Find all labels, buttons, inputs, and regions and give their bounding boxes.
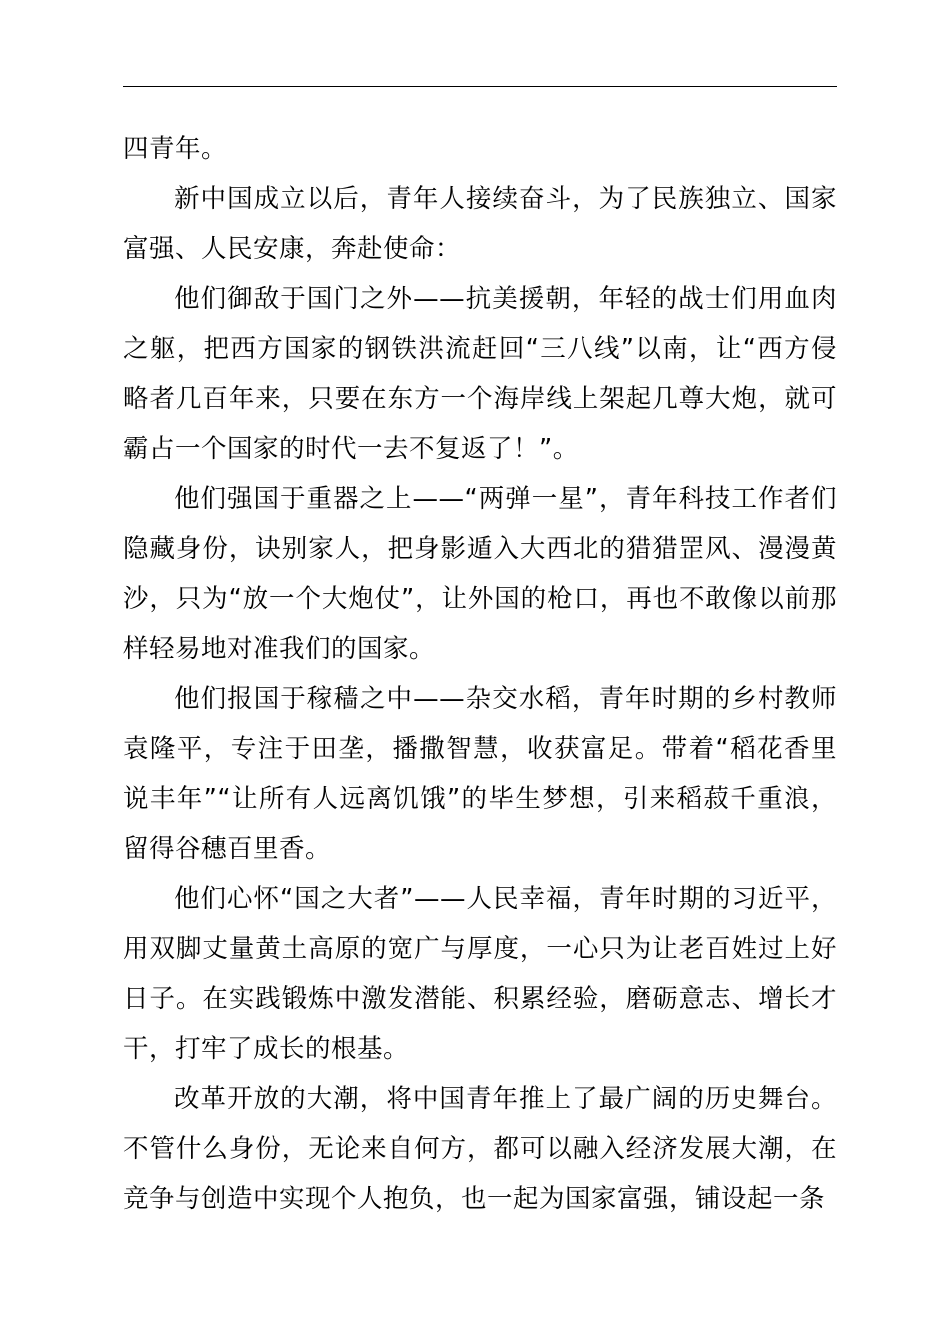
header-rule bbox=[123, 86, 837, 87]
paragraph: 改革开放的大潮，将中国青年推上了最广阔的历史舞台。不管什么身份，无论来自何方，都可以融入经济发展大潮，在竞争与创造中实现个人抱负，也一起为国家富强，铺设起一条 bbox=[123, 1084, 837, 1214]
document-body bbox=[123, 124, 837, 1224]
paragraph: 他们心怀“国之大者”——人民幸福，青年时期的习近平，用双脚丈量黄土高原的宽广与厚度，一心只为让老百姓过上好日子。在实践锻炼中激发潜能、积累经验，磨砺意志、增长才干，打牢了成长的根基。 bbox=[123, 884, 837, 1064]
paragraph: 新中国成立以后，青年人接续奋斗，为了民族独立、国家富强、人民安康，奔赴使命： bbox=[123, 184, 837, 264]
paragraph: 四青年。 bbox=[123, 134, 228, 164]
paragraph: 他们报国于稼穑之中——杂交水稻，青年时期的乡村教师袁隆平，专注于田垄，播撒智慧，收获富足。带着“稻花香里说丰年”“让所有人远离饥饿”的毕生梦想，引来稻菽千重浪，留得谷穗百里香。 bbox=[123, 684, 837, 864]
paragraph: 他们御敌于国门之外——抗美援朝，年轻的战士们用血肉之躯，把西方国家的钢铁洪流赶回“三八线”以南，让“西方侵略者几百年来，只要在东方一个海岸线上架起几尊大炮，就可霸占一个国家的时代一去不复返了！”。 bbox=[123, 284, 837, 464]
paragraph: 他们强国于重器之上——“两弹一星”，青年科技工作者们隐藏身份，诀别家人，把身影遁入大西北的猎猎罡风、漫漫黄沙，只为“放一个大炮仗”，让外国的枪口，再也不敢像以前那样轻易地对准我们的国家。 bbox=[123, 484, 837, 664]
